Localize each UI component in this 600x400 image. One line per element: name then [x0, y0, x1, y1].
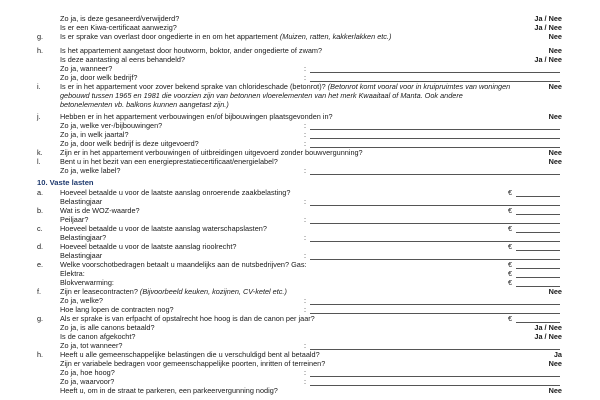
answer-choice[interactable]: Nee: [548, 359, 562, 368]
euro-sign: €: [508, 224, 513, 233]
question-text: Is de canon afgekocht?: [60, 332, 136, 341]
question-text: Zo ja, tot wanneer?: [60, 341, 123, 350]
answer-choice[interactable]: Nee: [548, 112, 562, 121]
question-text: Welke voorschotbedragen betaalt u maandelijks aan de nutsbedrijven? Gas:: [60, 260, 307, 269]
question-text: Is deze aantasting al eens behandeld?: [60, 55, 185, 64]
item-letter: k.: [37, 148, 43, 157]
question-text: Zo ja, door welk bedrijf is deze uitgevoerd?: [60, 139, 199, 148]
question-text: Zijn er in het appartement verbouwingen of uitbreidingen uitgevoerd zonder bouwvergunning?: [60, 148, 363, 157]
amount-line[interactable]: [516, 232, 560, 233]
question-text: Zo ja, waarvoor?: [60, 377, 115, 386]
question-text: Belastingjaar: [60, 251, 103, 260]
answer-choice[interactable]: Nee: [548, 157, 562, 166]
answer-line[interactable]: [310, 174, 560, 175]
item-letter: f.: [37, 287, 42, 296]
question-text: Hebben er in het appartement verbouwingen en/of bijbouwingen plaatsgevonden in?: [60, 112, 333, 121]
answer-line[interactable]: [310, 205, 560, 206]
euro-sign: €: [508, 278, 513, 287]
item-letter: l.: [37, 157, 41, 166]
amount-line[interactable]: [516, 196, 560, 197]
answer-choice[interactable]: Ja / Nee: [534, 332, 562, 341]
question-text: Zijn er leasecontracten? (Bijvoorbeeld keuken, kozijnen, CV-ketel etc.): [60, 287, 287, 296]
question-text: Is het appartement aangetast door houtworm, boktor, ander ongedierte of zwam?: [60, 46, 323, 55]
question-text: Zo ja, door welk bedrijf?: [60, 73, 138, 82]
euro-sign: €: [508, 242, 513, 251]
question-text: Zo ja, welke label?: [60, 166, 121, 175]
amount-line[interactable]: [516, 250, 560, 251]
answer-choice[interactable]: Ja: [553, 350, 562, 359]
question-text: Elektra:: [60, 269, 85, 278]
item-letter: i.: [37, 82, 41, 91]
question-text: Bent u in het bezit van een energieprestatiecertificaat/energielabel?: [60, 157, 278, 166]
question-text: Is er in het appartement voor zover bekend sprake van chlorideschade (betonrot)? (Betonrot komt vooral voor in kruipruimtes van woningen gebouwd tussen 1965 en 1981 die voorzien zijn van betonnen vloerelementen van het merk Kwaaitaal of Manta. Ook andere betonelementen vb. balkons kunnen aangetast zijn.): [60, 82, 511, 109]
document-page: Zo ja, is deze gesaneerd/verwijderd? Ja / Nee Is er een Kiwa-certificaat aanwezig? Ja / Nee g. Is er sprake van overlast door ongedierte in en om het appartement (Muizen, ratten, kakkerlakken etc.) Nee h. Is het appartement aangetast door houtworm, boktor, ander ongedierte of zwam? Nee Is deze aantasting al eens behandeld? Ja / Nee Zo ja, wanneer? : Zo ja, door welk bedrijf? : i. Is er in het appartement voor zover bekend sprake van chlorideschade (betonrot)? (Betonrot komt vooral voor in kruipruimtes van woningen gebouwd tussen 1965 en 1981 die voorzien zijn van betonnen vloerelementen van het merk Kwaaitaal of Manta. Ook andere betonelementen vb. balkons kunnen aangetast zijn.) Nee j. Hebben er in het appartement verbouwingen en/of bijbouwingen plaatsgevonden in? Nee Zo ja, welke ver-/bijbouwingen? : Zo ja, in welk jaartal? : Zo ja, door welk bedrijf is deze uitgevoerd? : k. Zijn er in het appartement verbouwingen of uitbreidingen uitgevoerd zonder bouwvergunning? Nee l. Bent u in het bezit van een energieprestatiecertificaat/energielabel? Nee Zo ja, welke label? : 10. Vaste lasten a. Hoeveel betaalde u voor de laatste aanslag onroerende zaakbelasting? € Belastingjaar : b. Wat is de WOZ-waarde? € Peiljaar? : c. Hoeveel betaalde u voor de laatste aanslag waterschapslasten? € Belastingjaar? : d. Hoeveel betaalde u voor de laatste aanslag rioolrecht? € Belastingjaar : e. Welke voorschotbedragen betaalt u maandelijks aan de nutsbedrijven? Gas: € Elektra: € Blokverwarming: € f. Zijn er leasecontracten? (Bijvoorbeeld keuken, kozijnen, CV-ketel etc.) Nee Zo ja, welke? : Hoe lang lopen de contracten nog? : g. Als er sprake is van erfpacht of opstalrecht hoe hoog is dan de canon per jaar? € Zo ja, is alle canons betaald? Ja / Nee Is de canon afgekocht? Ja / Nee Zo ja, tot wanneer? : h. Heeft u alle gemeenschappelijke belastingen die u verschuldigd bent al betaald? Ja Zijn er variabele bedragen voor gemeenschappelijke poorten, inritten of terreinen? Nee Zo ja, hoe hoog? : Zo ja, waarvoor? : Heeft u, om in de straat te parkeren, een parkeervergunning nodig? Nee: [0, 0, 600, 400]
question-text: Hoeveel betaalde u voor de laatste aanslag onroerende zaakbelasting?: [60, 188, 291, 197]
question-row: [0, 82, 600, 110]
question-text: Belastingjaar: [60, 197, 103, 206]
answer-choice[interactable]: Ja / Nee: [534, 14, 562, 23]
question-text: Wat is de WOZ-waarde?: [60, 206, 140, 215]
answer-choice[interactable]: Nee: [548, 82, 562, 91]
question-text: Zo ja, hoe hoog?: [60, 368, 115, 377]
question-text: Zo ja, wanneer?: [60, 64, 113, 73]
euro-sign: €: [508, 206, 513, 215]
question-text: Belastingjaar?: [60, 233, 107, 242]
answer-line[interactable]: [310, 138, 560, 139]
question-text: Is er een Kiwa-certificaat aanwezig?: [60, 23, 177, 32]
item-letter: d.: [37, 242, 44, 251]
question-text: Hoeveel betaalde u voor de laatste aanslag rioolrecht?: [60, 242, 237, 251]
answer-line[interactable]: [310, 313, 560, 314]
question-text: Peiljaar?: [60, 215, 89, 224]
amount-line[interactable]: [516, 214, 560, 215]
euro-sign: €: [508, 314, 513, 323]
euro-sign: €: [508, 269, 513, 278]
answer-line[interactable]: [310, 304, 560, 305]
answer-line[interactable]: [310, 223, 560, 224]
question-text: Is er sprake van overlast door ongedierte in en om het appartement (Muizen, ratten, kakkerlakken etc.): [60, 32, 392, 41]
item-letter: c.: [37, 224, 43, 233]
item-letter: e.: [37, 260, 44, 269]
answer-line[interactable]: [310, 241, 560, 242]
question-text: Zijn er variabele bedragen voor gemeenschappelijke poorten, inritten of terreinen?: [60, 359, 326, 368]
item-letter: a.: [37, 188, 44, 197]
amount-line[interactable]: [516, 268, 560, 269]
euro-sign: €: [508, 260, 513, 269]
question-text: Als er sprake is van erfpacht of opstalrecht hoe hoog is dan de canon per jaar?: [60, 314, 315, 323]
item-letter: j.: [37, 112, 41, 121]
answer-choice[interactable]: Nee: [548, 46, 562, 55]
answer-choice[interactable]: Nee: [548, 32, 562, 41]
question-text: Heeft u alle gemeenschappelijke belastingen die u verschuldigd bent al betaald?: [60, 350, 320, 359]
section-heading-vaste-lasten: 10. Vaste lasten: [37, 178, 94, 187]
question-text: Zo ja, is alle canons betaald?: [60, 323, 155, 332]
item-letter: h.: [37, 350, 44, 359]
answer-choice[interactable]: Nee: [548, 386, 562, 395]
question-text: Hoe lang lopen de contracten nog?: [60, 305, 174, 314]
question-text: Hoeveel betaalde u voor de laatste aanslag waterschapslasten?: [60, 224, 267, 233]
euro-sign: €: [508, 188, 513, 197]
answer-choice[interactable]: Ja / Nee: [534, 55, 562, 64]
question-text: Zo ja, in welk jaartal?: [60, 130, 129, 139]
answer-line[interactable]: [310, 129, 560, 130]
question-text: Heeft u, om in de straat te parkeren, een parkeervergunning nodig?: [60, 386, 278, 395]
answer-line[interactable]: [310, 259, 560, 260]
question-text: Zo ja, welke?: [60, 296, 103, 305]
answer-line[interactable]: [310, 72, 560, 73]
answer-choice[interactable]: Ja / Nee: [534, 323, 562, 332]
amount-line[interactable]: [516, 277, 560, 278]
item-letter: h.: [37, 46, 44, 55]
answer-choice[interactable]: Ja / Nee: [534, 23, 562, 32]
item-letter: g.: [37, 314, 44, 323]
answer-line[interactable]: [310, 376, 560, 377]
answer-choice[interactable]: Nee: [548, 287, 562, 296]
question-text: Zo ja, welke ver-/bijbouwingen?: [60, 121, 163, 130]
item-letter: b.: [37, 206, 44, 215]
question-text: Blokverwarming:: [60, 278, 114, 287]
question-text: Zo ja, is deze gesaneerd/verwijderd?: [60, 14, 180, 23]
item-letter: g.: [37, 32, 44, 41]
answer-choice[interactable]: Nee: [548, 148, 562, 157]
